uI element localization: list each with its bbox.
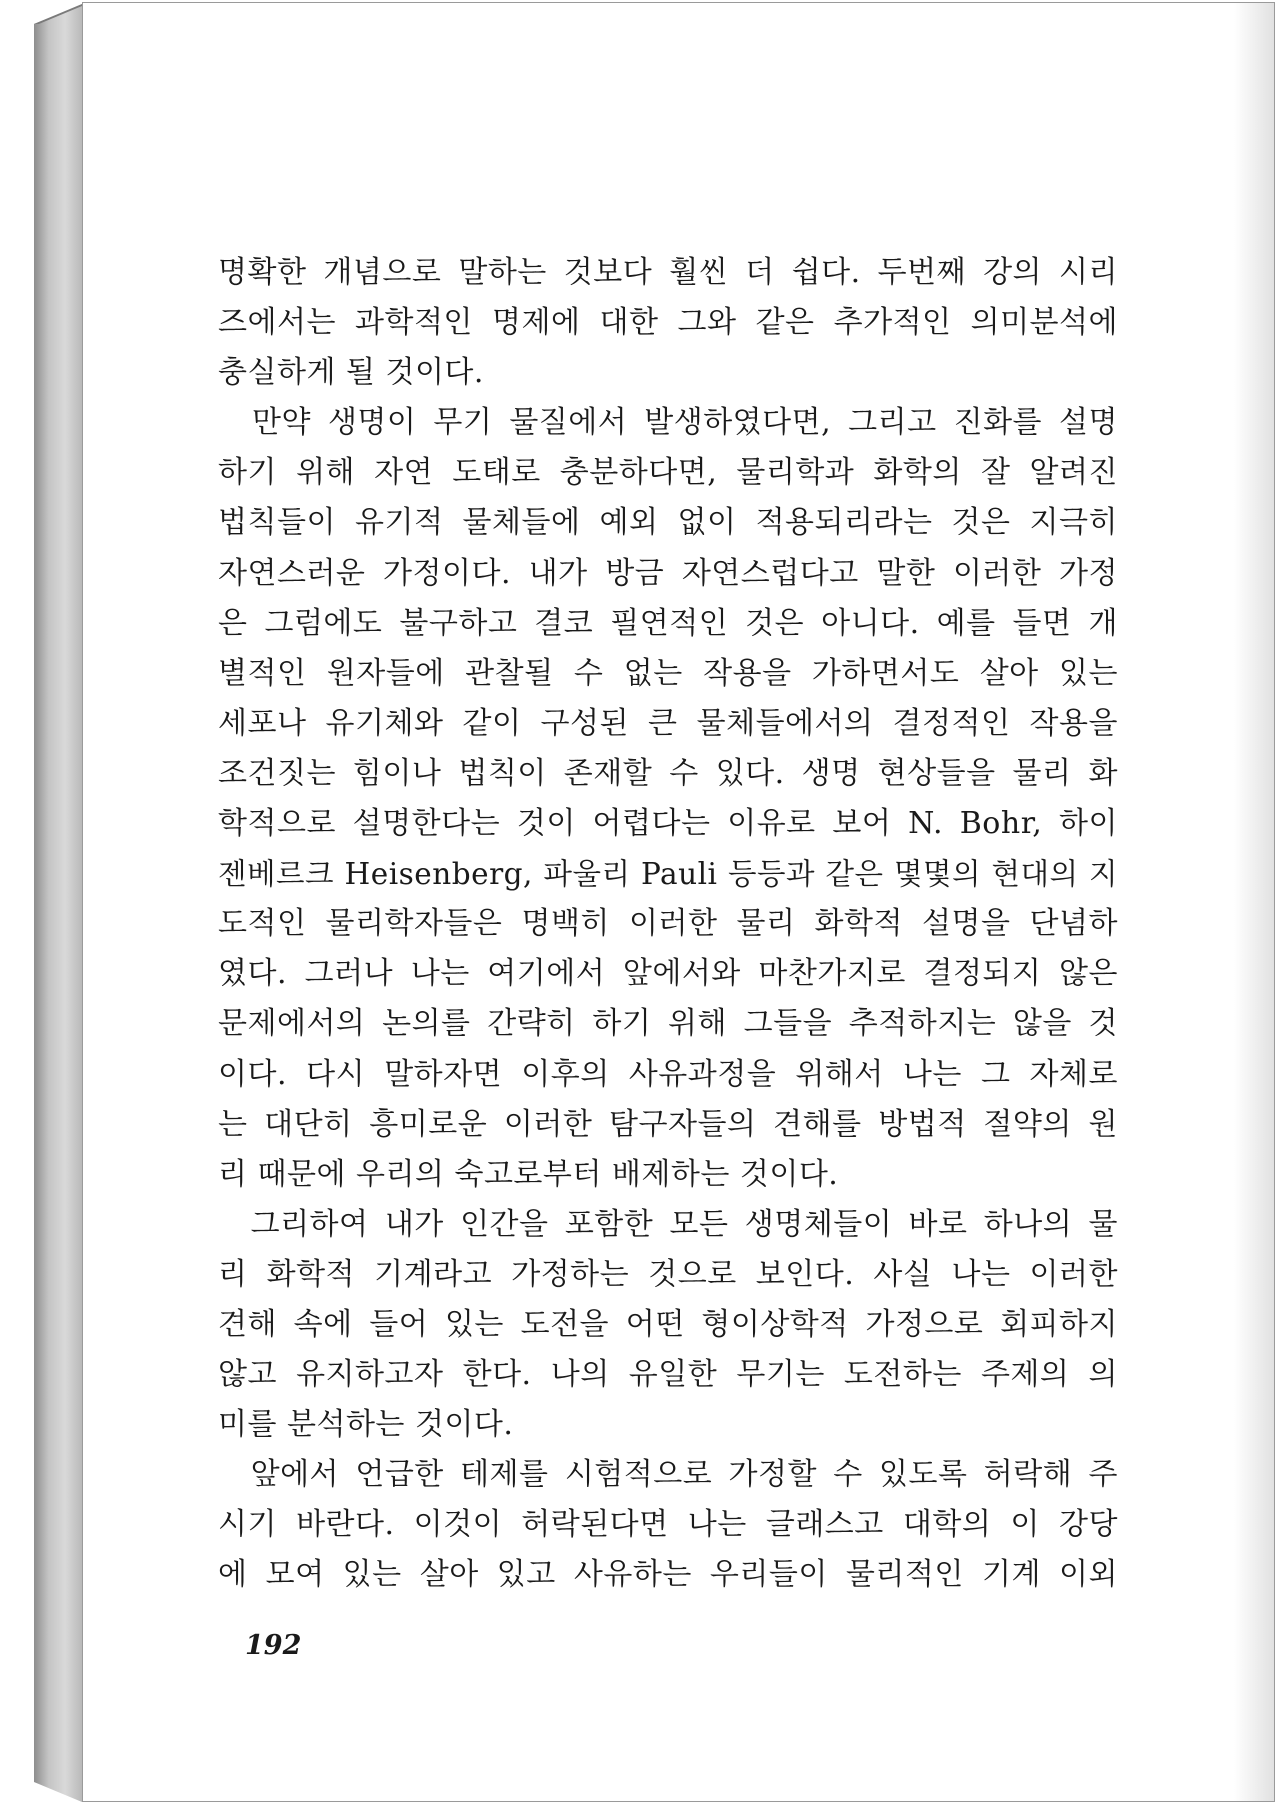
text-line: 않고 유지하고자 한다. 나의 유일한 무기는 도전하는 주제의 의 bbox=[218, 1357, 1118, 1393]
text-line: 즈에서는 과학적인 명제에 대한 그와 같은 추가적인 의미분석에 bbox=[218, 305, 1118, 341]
text-line: 시기 바란다. 이것이 허락된다면 나는 글래스고 대학의 이 강당 bbox=[218, 1507, 1118, 1543]
text-line: 였다. 그러나 나는 여기에서 앞에서와 마찬가지로 결정되지 않은 bbox=[218, 956, 1118, 992]
text-line: 만약 생명이 무기 물질에서 발생하였다면, 그리고 진화를 설명 bbox=[218, 405, 1118, 441]
page-edge-shadow bbox=[1234, 3, 1274, 1801]
text-line: 앞에서 언급한 테제를 시험적으로 가정할 수 있도록 허락해 주 bbox=[218, 1457, 1118, 1493]
text-line: 법칙들이 유기적 물체들에 예외 없이 적용되리라는 것은 지극히 bbox=[218, 505, 1118, 541]
text-line: 조건짓는 힘이나 법칙이 존재할 수 있다. 생명 현상들을 물리 화 bbox=[218, 755, 1118, 791]
text-line: 별적인 원자들에 관찰될 수 없는 작용을 가하면서도 살아 있는 bbox=[218, 655, 1118, 691]
text-line: 명확한 개념으로 말하는 것보다 훨씬 더 쉽다. 두번째 강의 시리 bbox=[218, 255, 1118, 290]
text-line: 충실하게 될 것이다. bbox=[218, 355, 484, 391]
text-line: 도적인 물리학자들은 명백히 이러한 물리 화학적 설명을 단념하 bbox=[218, 906, 1118, 942]
text-line: 은 그럼에도 불구하고 결코 필연적인 것은 아니다. 예를 들면 개 bbox=[218, 605, 1118, 641]
text-line: 학적으로 설명한다는 것이 어렵다는 이유로 보어 N. Bohr, 하이 bbox=[218, 806, 1118, 842]
text-line: 에 모여 있는 살아 있고 사유하는 우리들이 물리적인 기계 이외 bbox=[218, 1557, 1118, 1593]
text-line: 리 때문에 우리의 숙고로부터 배제하는 것이다. bbox=[218, 1156, 839, 1192]
text-line: 미를 분석하는 것이다. bbox=[218, 1407, 514, 1443]
text-line: 문제에서의 논의를 간략히 하기 위해 그들을 추적하지는 않을 것 bbox=[218, 1006, 1118, 1042]
text-line: 자연스러운 가정이다. 내가 방금 자연스럽다고 말한 이러한 가정 bbox=[218, 555, 1118, 591]
text-line: 하기 위해 자연 도태로 충분하다면, 물리학과 화학의 잘 알려진 bbox=[218, 455, 1118, 491]
text-line: 리 화학적 기계라고 가정하는 것으로 보인다. 사실 나는 이러한 bbox=[218, 1256, 1118, 1292]
book-spine bbox=[34, 4, 82, 1802]
text-line: 는 대단히 흥미로운 이러한 탐구자들의 견해를 방법적 절약의 원 bbox=[218, 1106, 1118, 1142]
text-line: 세포나 유기체와 같이 구성된 큰 물체들에서의 결정적인 작용을 bbox=[218, 705, 1118, 741]
text-line: 이다. 다시 말하자면 이후의 사유과정을 위해서 나는 그 자체로 bbox=[218, 1056, 1118, 1092]
text-line: 견해 속에 들어 있는 도전을 어떤 형이상학적 가정으로 회피하지 bbox=[218, 1306, 1118, 1342]
text-line: 그리하여 내가 인간을 포함한 모든 생명체들이 바로 하나의 물 bbox=[218, 1206, 1118, 1242]
page-number: 192 bbox=[245, 1630, 302, 1661]
text-line: 젠베르크 Heisenberg, 파울리 Pauli 등등과 같은 몇몇의 현대의 지 bbox=[218, 857, 1118, 892]
body-text bbox=[218, 248, 1118, 1601]
